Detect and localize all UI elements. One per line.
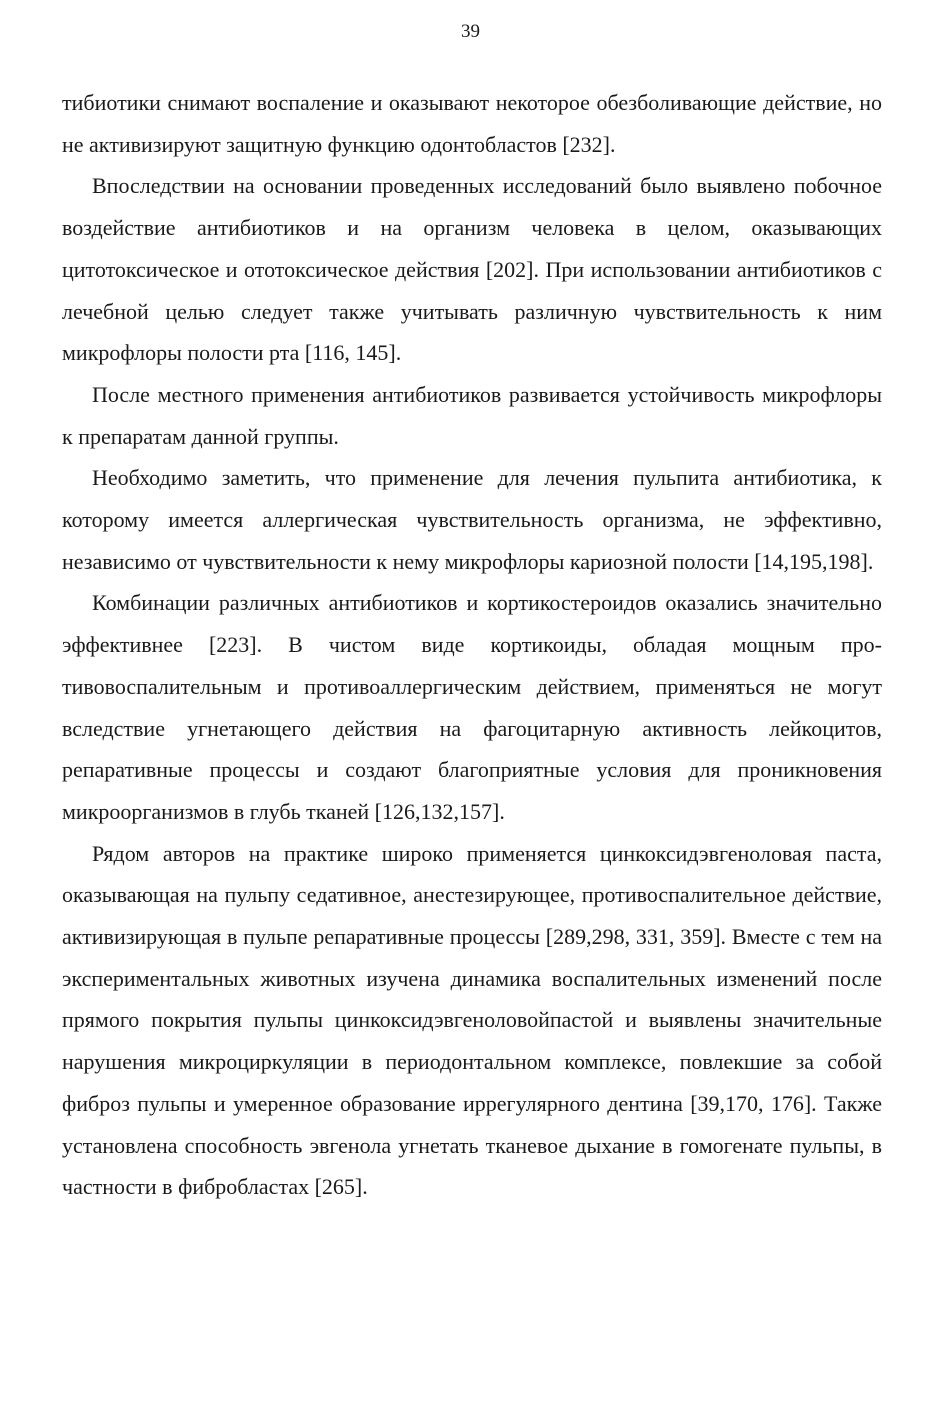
body-text <box>62 82 882 1208</box>
paragraph-4: Необходимо заметить, что применение для лечения пульпита антибиотика, к которому имеется аллергическая чувствительность организма, не эффективно, независимо от чувствительности к нему микрофлоры кариозной полости [14,195,198]. <box>62 465 882 574</box>
paragraph-3: После местного применения антибиотиков развивается устойчивость микрофлоры к препаратам данной группы. <box>62 381 882 449</box>
paragraph-5: Комбинации различных антибиотиков и кортикостероидов оказались значительно эффективнее [223]. В чистом виде кортикоиды, обладая мощным противовоспалительным и противоаллергическим действием, применяться не могут вследствие угнетающего действия на фагоцитарную активность лейкоцитов, репаративные процессы и создают благоприятные условия для проникновения микроорганизмов в глубь тканей [126,132,157]. <box>62 590 882 824</box>
paragraph-6: Рядом авторов на практике широко применяется цинкоксидэвгеноловая паста, оказывающая на пульпу седативное, анестезирующее, противоспалительное действие, активизирующая в пульпе репаративные процессы [289,298, 331, 359]. Вместе с тем на экспериментальных животных изучена динамика воспалительных изменений после прямого покрытия пульпы цинкоксидэвгеноловойпастой и выявлены значительные нарушения микроциркуляции в периодонтальном комплексе, повлекшие за собой фиброз пульпы и умеренное образование иррегулярного дентина [39,170, 176]. Также установлена способность эвгенола угнетать тканевое дыхание в гомогенате пульпы, в частности в фибробластах [265]. <box>62 840 882 1200</box>
paragraph-1: тибиотики снимают воспаление и оказывают некоторое обезболивающие действие, но не активизируют защитную функцию одонтобластов [232]. <box>62 90 882 157</box>
page-number: 39 <box>461 21 480 42</box>
paragraph-2: Впоследствии на основании проведенных исследований было выявлено побочное воздействие антибиотиков и на организм человека в целом, оказывающих цитотоксическое и ототоксическое действия [202]. При использовании антибиотиков с лечебной целью следует также учитывать различную чувствительность к ним микрофлоры полости рта [116, 145]. <box>62 173 882 366</box>
